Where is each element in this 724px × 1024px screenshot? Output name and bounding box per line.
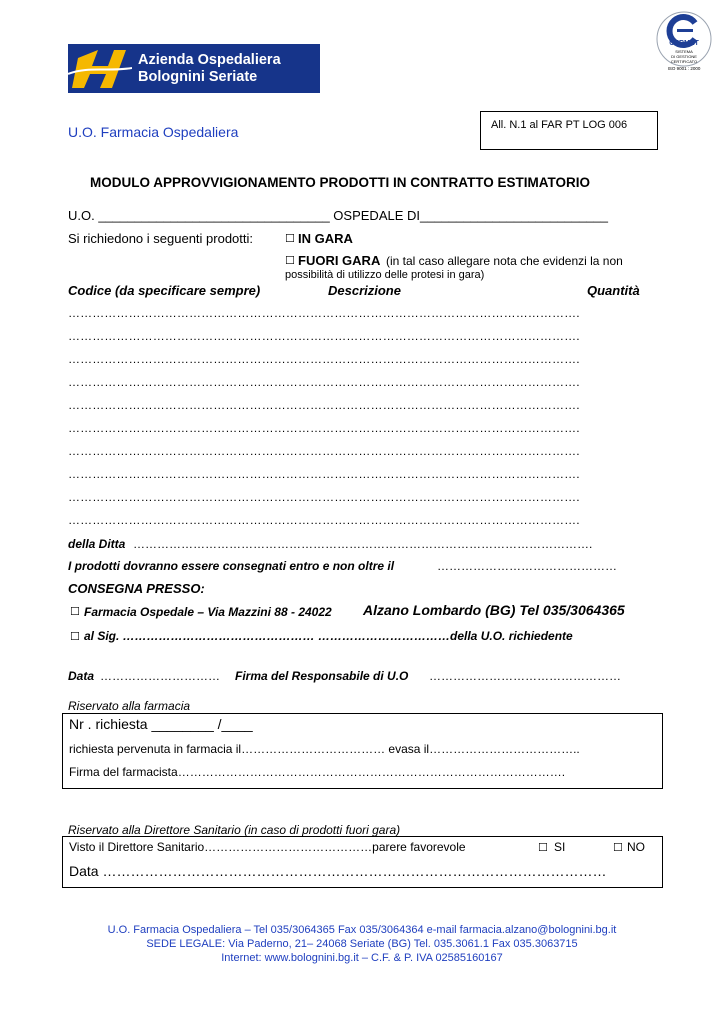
product-line-4[interactable]: ………………………………………………………………………………………………………………. bbox=[68, 375, 580, 389]
column-quantita: Quantità bbox=[587, 283, 640, 298]
riservato-direttore-heading: Riservato alla Direttore Sanitario (in caso di prodotti fuori gara) bbox=[68, 823, 401, 837]
footer-line-1: U.O. Farmacia Ospedaliera – Tel 035/3064365 Fax 035/3064364 e-mail farmacia.alzano@bolognini.bg.it bbox=[107, 924, 617, 936]
product-line-6[interactable]: ………………………………………………………………………………………………………………. bbox=[68, 421, 580, 435]
reference-box bbox=[480, 111, 658, 150]
option-in-gara: IN GARA bbox=[298, 231, 353, 246]
product-line-8[interactable]: ………………………………………………………………………………………………………………. bbox=[68, 467, 580, 481]
consegna-presso-label: CONSEGNA PRESSO: bbox=[68, 581, 205, 596]
product-line-9[interactable]: ………………………………………………………………………………………………………………. bbox=[68, 490, 580, 504]
cermet-certification-seal bbox=[655, 9, 713, 75]
della-ditta-label: della Ditta bbox=[68, 537, 126, 551]
product-line-7[interactable]: ………………………………………………………………………………………………………………. bbox=[68, 444, 580, 458]
richiesta-pervenuta-field[interactable]: richiesta pervenuta in farmacia il……………………………… evasa il……………………………….. bbox=[69, 742, 580, 756]
reference-text: All. N.1 al FAR PT LOG 006 bbox=[491, 119, 628, 131]
della-ditta-field[interactable]: ……………………………………………………………………………………………………. bbox=[133, 537, 593, 551]
farmacia-city-phone: Alzano Lombardo (BG) Tel 035/3064365 bbox=[363, 602, 625, 618]
option-si: SI bbox=[554, 840, 566, 854]
firma-responsabile-field[interactable]: ………………………………………… bbox=[429, 669, 621, 683]
request-label: Si richiedono i seguenti prodotti: bbox=[68, 231, 254, 246]
data-direttore-field[interactable]: Data ……………………………………………………………………………………………… bbox=[69, 863, 607, 879]
checkbox-fuori-gara-icon[interactable]: ☐ bbox=[285, 254, 295, 267]
logo-line-2: Bolognini Seriate bbox=[138, 69, 258, 85]
checkbox-in-gara-icon[interactable]: ☐ bbox=[285, 232, 295, 245]
nr-richiesta-field[interactable]: Nr . richiesta ________ /____ bbox=[69, 716, 253, 732]
data-label: Data bbox=[68, 669, 95, 683]
cermet-iso: ISO 9001 : 2000 bbox=[667, 66, 701, 71]
farmacia-address: Farmacia Ospedale – Via Mazzini 88 - 24022 bbox=[84, 605, 332, 619]
footer-line-2: SEDE LEGALE: Via Paderno, 21– 24068 Seriate (BG) Tel. 035.3061.1 Fax 035.3063715 bbox=[146, 938, 578, 950]
riservato-farmacia-box bbox=[62, 713, 663, 789]
cermet-name: CERMET bbox=[669, 40, 699, 47]
checkbox-no-icon[interactable]: ☐ bbox=[613, 841, 623, 854]
product-line-1[interactable]: ………………………………………………………………………………………………………………. bbox=[68, 306, 580, 320]
visto-direttore-field[interactable]: Visto il Direttore Sanitario……………………………………parere favorevole bbox=[69, 840, 466, 854]
form-title: MODULO APPROVVIGIONAMENTO PRODOTTI IN CONTRATTO ESTIMATORIO bbox=[90, 175, 591, 190]
logo-h-icon bbox=[68, 44, 132, 93]
column-codice: Codice (da specificare sempre) bbox=[68, 283, 261, 298]
uo-ospedale-line[interactable]: U.O. ________________________________ OSPEDALE DI__________________________ bbox=[68, 208, 608, 223]
consegna-entro-label: I prodotti dovranno essere consegnati entro e non oltre il bbox=[68, 559, 395, 573]
firma-responsabile-label: Firma del Responsabile di U.O bbox=[235, 669, 409, 683]
consegna-entro-field[interactable]: ……………………………………… bbox=[437, 559, 617, 573]
riservato-direttore-box bbox=[62, 836, 663, 888]
checkbox-si-icon[interactable]: ☐ bbox=[538, 841, 548, 854]
arrow-bullet-icon-2: ☐ bbox=[70, 630, 80, 643]
product-line-2[interactable]: ………………………………………………………………………………………………………………. bbox=[68, 329, 580, 343]
firma-farmacista-field[interactable]: Firma del farmacista……………………………………………………………………………………. bbox=[69, 765, 566, 779]
fuori-gara-note-1: (in tal caso allegare nota che evidenzi la non bbox=[386, 254, 623, 268]
unit-title: U.O. Farmacia Ospedaliera bbox=[68, 124, 239, 140]
riservato-farmacia-heading: Riservato alla farmacia bbox=[68, 699, 191, 713]
al-sig-line[interactable]: al Sig. ………………………………………… ……………………………della U.O. richiedente bbox=[84, 629, 573, 643]
fuori-gara-note-2: possibilità di utilizzo delle protesi in gara) bbox=[285, 269, 485, 281]
cermet-sub-1: SISTEMA bbox=[675, 49, 693, 54]
option-no: NO bbox=[627, 840, 645, 854]
product-line-3[interactable]: ………………………………………………………………………………………………………………. bbox=[68, 352, 580, 366]
data-field[interactable]: ………………………… bbox=[100, 669, 220, 683]
product-line-5[interactable]: ………………………………………………………………………………………………………………. bbox=[68, 398, 580, 412]
option-fuori-gara: FUORI GARA bbox=[298, 253, 381, 268]
footer-line-3: Internet: www.bolognini.bg.it – C.F. & P. IVA 02585160167 bbox=[221, 952, 503, 964]
cermet-sub-2: DI GESTIONE bbox=[671, 54, 697, 59]
hospital-logo bbox=[68, 44, 320, 93]
arrow-bullet-icon: ☐ bbox=[70, 605, 80, 618]
cermet-sub-3: CERTIFICATO bbox=[670, 59, 698, 64]
column-descrizione: Descrizione bbox=[328, 283, 401, 298]
product-line-10[interactable]: ………………………………………………………………………………………………………………. bbox=[68, 513, 580, 527]
logo-line-1: Azienda Ospedaliera bbox=[138, 52, 281, 68]
